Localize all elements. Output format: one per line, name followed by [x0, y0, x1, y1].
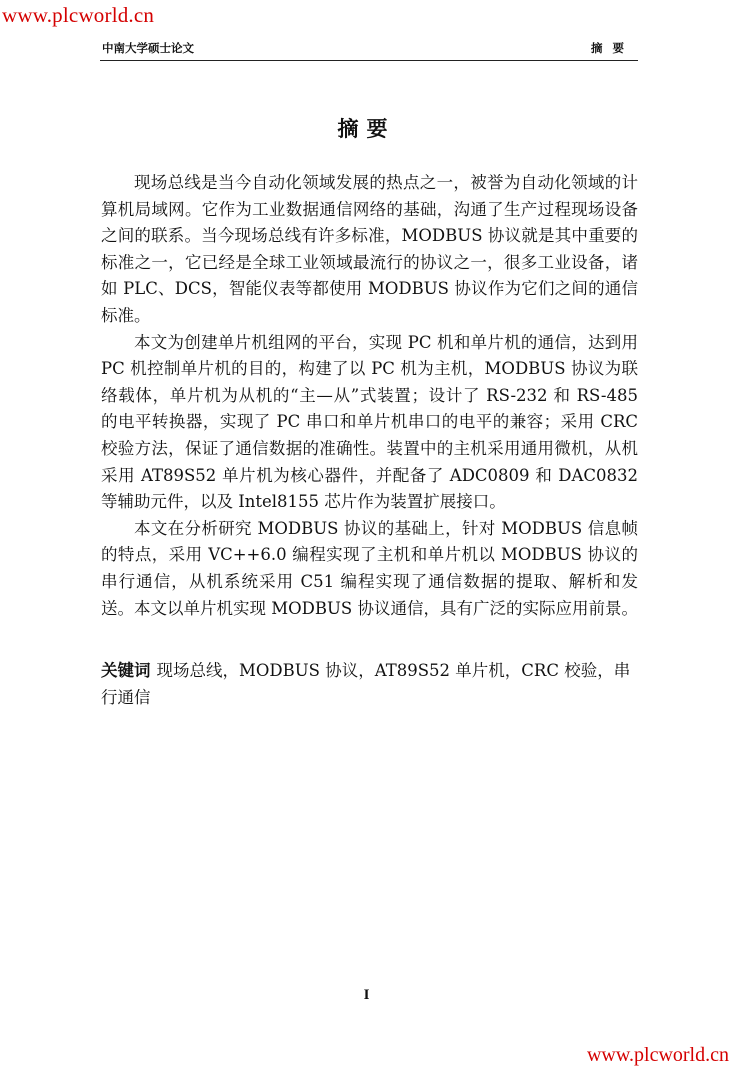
watermark-top: www.plcworld.cn	[2, 3, 155, 27]
keywords-text: 现场总线，MODBUS 协议，AT89S52 单片机，CRC 校验，串行通信	[101, 661, 631, 707]
abstract-paragraph-3: 本文在分析研究 MODBUS 协议的基础上，针对 MODBUS 信息帧的特点，采用 VC++6.0 编程实现了主机和单片机以 MODBUS 协议的串行通信，从机系统采用 C51 编程实现了通信数据的提取、解析和发送。本文以单片机实现 MODBUS 协议通信，具有广泛的实际应用前景。	[101, 518, 638, 618]
page-title: 摘要	[337, 117, 396, 141]
abstract-body	[101, 170, 638, 622]
keywords-label: 关键词	[101, 661, 151, 680]
abstract-paragraph-2: 本文为创建单片机组网的平台，实现 PC 机和单片机的通信，达到用 PC 机控制单片机的目的，构建了以 PC 机为主机，MODBUS 协议为联络载体，单片机为从机的“主—从”式装置；设计了 RS-232 和 RS-485 的电平转换器，实现了 PC 串口和单片机串口的电平的兼容；采用 CRC 校验方法，保证了通信数据的准确性。装置中的主机采用通用微机，从机采用 AT89S52 单片机为核心器件，并配备了 ADC0809 和 DAC0832 等辅助元件，以及 Intel8155 芯片作为装置扩展接口。	[101, 332, 638, 512]
watermark-bottom: www.plcworld.cn	[586, 1044, 729, 1066]
thesis-header-label: 中南大学硕士论文	[102, 41, 194, 55]
abstract-paragraph-1: 现场总线是当今自动化领域发展的热点之一，被誉为自动化领域的计算机局域网。它作为工业数据通信网络的基础，沟通了生产过程现场设备之间的联系。当今现场总线有许多标准，MODBUS 协议就是其中重要的标准之一，它已经是全球工业领域最流行的协议之一，很多工业设备，诸如 PLC、DCS，智能仪表等都使用 MODBUS 协议作为它们之间的通信标准。	[101, 173, 638, 325]
keywords-block	[101, 658, 638, 711]
running-header	[100, 40, 638, 61]
section-header-label: 摘要	[591, 41, 634, 55]
page-number: I	[363, 987, 370, 1003]
